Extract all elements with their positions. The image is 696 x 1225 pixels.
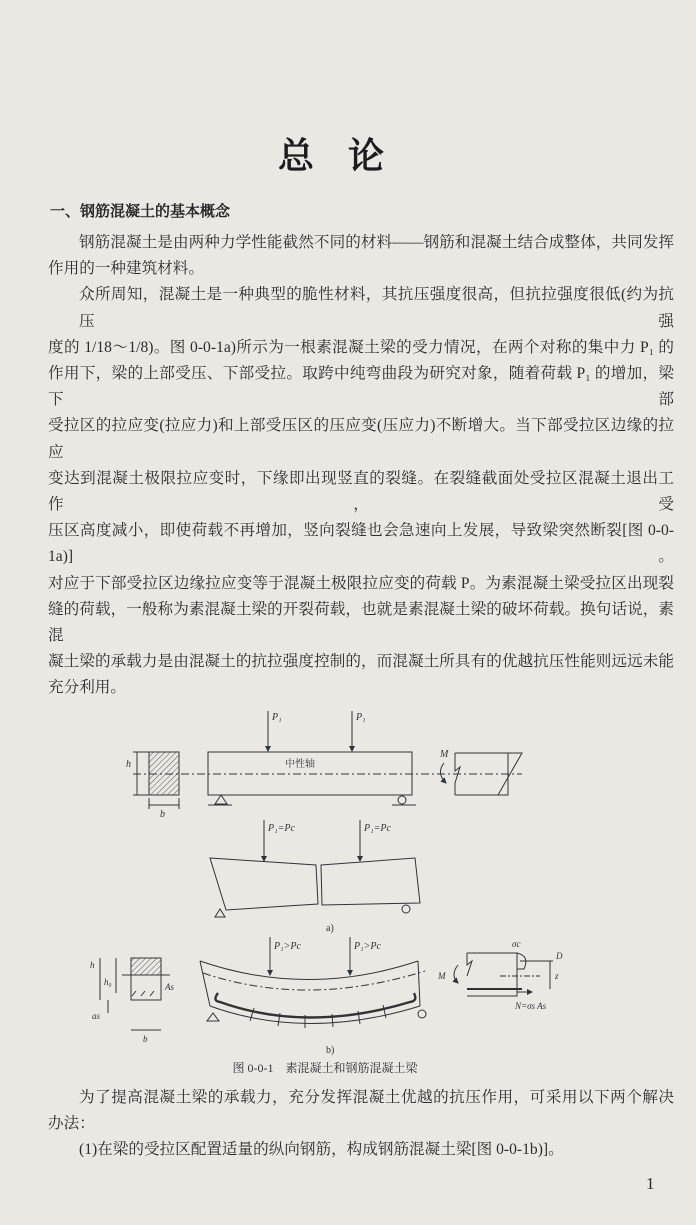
rc-beam-drawing (200, 937, 426, 1056)
text-line: 对应于下部受拉区边缘拉应变等于混凝土极限拉应变的荷载 P。为素混凝土梁受拉区出现裂 (48, 574, 674, 592)
label-a-s: as (92, 1010, 101, 1021)
rc-section-drawing (90, 958, 174, 1044)
text-line: 变达到混凝土极限拉应变时，下缘即出现竖直的裂缝。在裂缝截面处受拉区混凝土退出工作，受 (48, 469, 674, 514)
label-h: h (126, 758, 131, 770)
label-as: As (165, 981, 174, 992)
text-line: 缝的荷载，一般称为素混凝土梁的开裂荷载，也就是素混凝土梁的破坏荷载。换句话说，素混 (48, 600, 674, 645)
text-line: 作用的一种建筑材料。 (48, 260, 204, 278)
label-sigma-c: σc (512, 938, 521, 949)
label-p1: P₁ (356, 711, 366, 723)
label-z: z (555, 970, 559, 981)
label-m: M (440, 748, 449, 760)
label-h0: h₀ (104, 976, 112, 987)
text-line: 为了提高混凝土梁的承载力，充分发挥混凝土优越的抗压作用，可采用以下两个解决 (79, 1088, 674, 1106)
subfigure-label-b: b) (326, 1044, 335, 1056)
label-m: M (438, 970, 446, 981)
paragraph-1 (48, 230, 674, 282)
label-p1-eq-pc: P₁=Pc (364, 822, 391, 834)
section-heading: 一、钢筋混凝土的基本概念 (50, 202, 231, 220)
plain-beam-drawing (208, 711, 416, 805)
figure-0-0-1 (0, 708, 696, 1058)
label-p1: P₁ (272, 711, 282, 723)
text-line: 凝土梁的承载力是由混凝土的抗拉强度控制的，而混凝土所具有的优越抗压性能则远远未能 (48, 653, 674, 671)
label-n: N=σs As (515, 1000, 547, 1011)
label-b: b (143, 1033, 148, 1044)
text-line: 众所周知，混凝土是一种典型的脆性材料，其抗压强度很高，但抗拉强度很低(约为抗压强 (79, 286, 674, 330)
label-neutral-axis: 中性轴 (285, 758, 315, 770)
rc-stress-diagram (437, 939, 563, 1011)
label-p1-gt-pc: P₁>Pc (274, 940, 301, 952)
page-number: 1 (646, 1174, 655, 1194)
text-line: 受拉区的拉应变(拉应力)和上部受压区的压应变(压应力)不断增大。当下部受拉区边缘的拉应 (48, 417, 674, 461)
chapter-title: 总论 (277, 136, 418, 177)
plain-stress-diagram (439, 749, 522, 795)
paragraph-2 (48, 282, 674, 701)
text-line: 钢筋混凝土是由两种力学性能截然不同的材料——钢筋和混凝土结合成整体，共同发挥 (79, 234, 674, 251)
text-line: 办法： (48, 1114, 95, 1132)
text-line: (1)在梁的受拉区配置适量的纵向钢筋，构成钢筋混凝土梁[图 0-0-1b)]。 (79, 1141, 564, 1159)
text-line: 充分利用。 (48, 679, 126, 697)
label-p1-eq-pc: P₁=Pc (268, 822, 295, 834)
plain-section-drawing (126, 752, 179, 820)
text-line: 作用下，梁的上部受压、下部受拉。取跨中纯弯曲段为研究对象，随着荷载 P₁ 的增加，梁下部 (48, 365, 674, 409)
label-h: h (90, 959, 95, 970)
figure-caption: 图 0-0-1 素混凝土和钢筋混凝土梁 (232, 1060, 418, 1075)
text-line: 压区高度减小，即使荷载不再增加，竖向裂缝也会急速向上发展，导致梁突然断裂[图 0-0-1a)]。 (48, 522, 674, 566)
text-line: 度的 1/18～1/8)。图 0-0-1a)所示为一根素混凝土梁的受力情况，在两个对称的集中力 P₁ 的 (48, 338, 674, 356)
cracked-beam-drawing (210, 820, 420, 934)
label-b: b (160, 808, 165, 820)
label-p1-gt-pc: P₁>Pc (354, 940, 381, 952)
paragraph-3 (48, 1085, 674, 1164)
label-d: D (556, 950, 563, 961)
subfigure-label-a: a) (326, 922, 334, 934)
